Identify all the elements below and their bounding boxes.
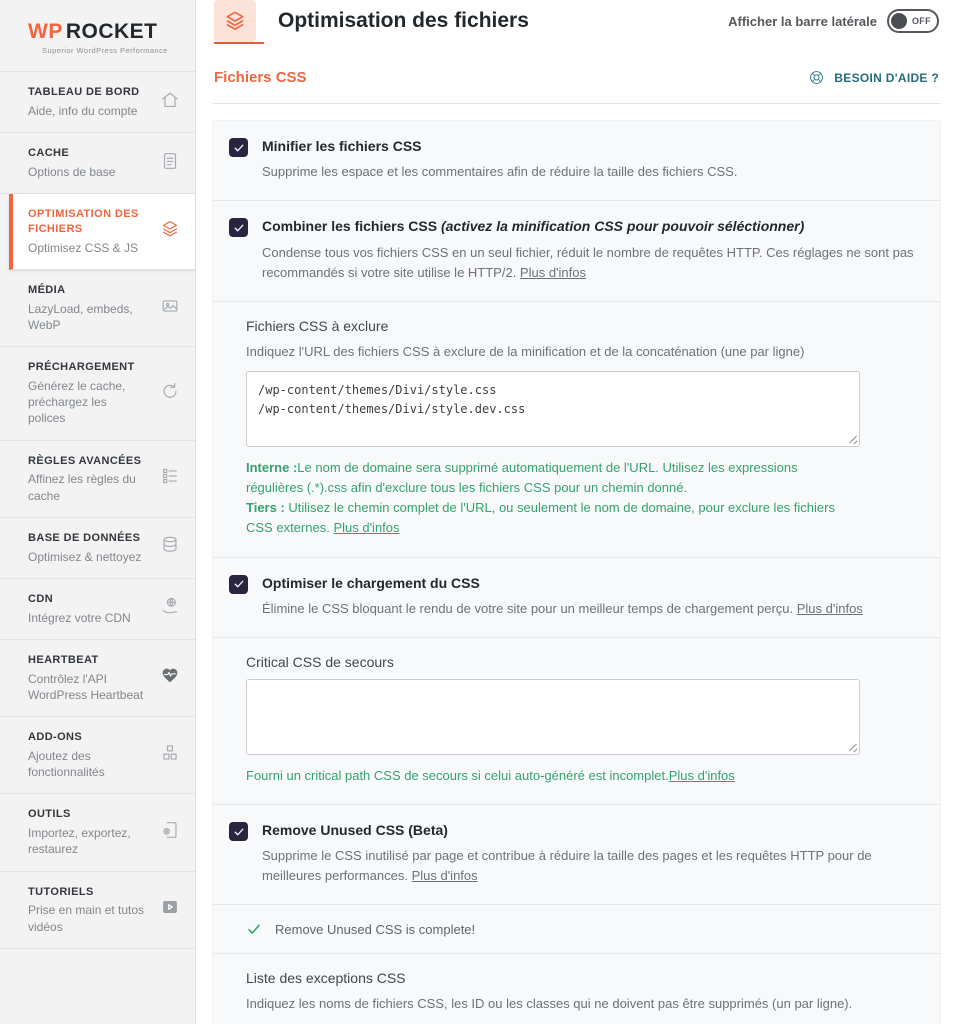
sidebar-item-tutorials[interactable] <box>0 872 195 949</box>
tools-icon <box>159 819 181 846</box>
option-combine-css-section <box>213 200 940 300</box>
sidebar-item-title: HEARTBEAT <box>28 653 99 666</box>
video-icon <box>159 896 181 923</box>
sidebar-item-title: BASE DE DONNÉES <box>28 531 141 544</box>
layers-icon <box>214 0 256 42</box>
sidebar-item-title: TUTORIELS <box>28 885 94 898</box>
option-description: Élimine le CSS bloquant le rendu de votre site pour un meilleur temps de chargement perçu. Plus d'infos <box>262 600 863 616</box>
home-icon <box>159 89 181 116</box>
sidebar-item-heartbeat[interactable] <box>0 640 195 717</box>
more-info-link[interactable]: Plus d'infos <box>519 264 586 280</box>
sidebar-item-subtitle: Optimisez & nettoyez <box>28 549 142 564</box>
sidebar-item-addons[interactable] <box>0 717 195 794</box>
option-label: Minifier les fichiers CSS <box>262 138 422 154</box>
lifebuoy-icon <box>807 68 826 87</box>
sidebar-item-media[interactable] <box>0 270 195 347</box>
media-icon <box>159 295 181 322</box>
sidebar-item-title: OPTIMISATION DES FICHIERS <box>28 208 139 235</box>
option-description: Supprime les espace et les commentaires afin de réduire la taille des fichiers CSS. <box>262 164 738 180</box>
exclude-css-textarea[interactable] <box>246 371 860 447</box>
sidebar-item-database[interactable] <box>0 518 195 579</box>
check-icon <box>233 222 245 234</box>
more-info-link[interactable]: Plus d'infos <box>333 520 400 536</box>
check-icon <box>233 578 245 590</box>
sidebar-item-title: CDN <box>28 592 54 605</box>
minify-css-checkbox[interactable] <box>229 138 248 157</box>
more-info-link[interactable]: Plus d'infos <box>796 600 863 616</box>
toggle-knob <box>891 13 907 29</box>
settings-content <box>196 42 957 1024</box>
option-label: Optimiser le chargement du CSS <box>262 574 480 591</box>
section-title: Fichiers CSS <box>214 69 307 86</box>
exclude-css-files-section <box>213 301 940 557</box>
exclude-css-helper-text: Interne :Le nom de domaine sera supprimé automatiquement de l'URL. Utilisez les expressions régulières (.*).css afin d'exclure tous les fichiers CSS pour un chemin donné. Tiers : Utilisez le chemin complet de l'URL, ou seulement le nom de domaine, pour exclure les fichiers CSS externes. Plus d'infos <box>246 459 835 536</box>
option-minify-css <box>213 121 940 200</box>
field-label: Fichiers CSS à exclure <box>246 317 389 334</box>
need-help-label: BESOIN D'AIDE ? <box>834 70 939 85</box>
check-icon <box>233 826 245 838</box>
success-check-icon <box>246 921 262 937</box>
sidebar-item-subtitle: Prise en main et tutos vidéos <box>28 903 145 934</box>
critical-css-textarea[interactable] <box>246 679 860 755</box>
field-label: Liste des exceptions CSS <box>246 970 406 987</box>
checklist-icon <box>159 465 181 492</box>
sidebar-item-cdn[interactable] <box>0 579 195 640</box>
sidebar <box>0 0 196 1024</box>
sidebar-item-subtitle: LazyLoad, embeds, WebP <box>28 301 133 332</box>
css-settings-card <box>212 120 941 1024</box>
optimize-css-delivery-checkbox[interactable] <box>229 575 248 594</box>
option-optimize-css-delivery <box>213 557 940 637</box>
sidebar-item-dashboard[interactable] <box>0 72 195 133</box>
field-hint: Indiquez l'URL des fichiers CSS à exclure de la minification et de la concaténation (une par ligne) <box>246 343 805 359</box>
sidebar-item-subtitle: Options de base <box>28 164 116 179</box>
sidebar-item-subtitle: Importez, exportez, restaurez <box>28 826 131 857</box>
sidebar-toggle-label: Afficher la barre latérale <box>728 13 877 29</box>
sidebar-item-title: CACHE <box>28 147 70 160</box>
heartbeat-icon <box>159 664 181 691</box>
layers-icon <box>159 218 181 245</box>
page-header <box>196 0 957 42</box>
sidebar-item-subtitle: Intégrez votre CDN <box>28 610 131 625</box>
sidebar-item-advanced-rules[interactable] <box>0 441 195 518</box>
critical-css-helper-text: Fourni un critical path CSS de secours si celui auto-généré est incomplet.Plus d'infos <box>246 767 735 783</box>
refresh-icon <box>159 380 181 407</box>
more-info-link[interactable]: Plus d'infos <box>668 767 735 783</box>
sidebar-item-file-optimization[interactable] <box>9 194 195 270</box>
sidebar-item-title: TABLEAU DE BORD <box>28 86 140 98</box>
need-help-link[interactable] <box>807 68 939 87</box>
css-exceptions-section <box>213 953 940 1024</box>
sidebar-item-subtitle: Générez le cache, préchargez les polices <box>28 379 126 426</box>
field-label: Critical CSS de secours <box>246 653 394 670</box>
check-icon <box>233 142 245 154</box>
critical-css-section <box>213 637 940 804</box>
option-description: Condense tous vos fichiers CSS en un seul fichier, réduit le nombre de requêtes HTTP. Ces réglages ne sont pas recommandés si votre site utilise le HTTP/2. Plus d'infos <box>262 244 914 280</box>
sidebar-item-subtitle: Aide, info du compte <box>28 103 138 118</box>
sidebar-item-subtitle: Optimisez CSS & JS <box>28 240 139 255</box>
option-description: Supprime le CSS inutilisé par page et contribue à réduire la taille des pages et les requêtes HTTP pour de meilleures performances. Plus d'infos <box>262 848 872 884</box>
option-label: Combiner les fichiers CSS (activez la minification CSS pour pouvoir séléctionner) <box>262 218 805 235</box>
remove-unused-css-checkbox[interactable] <box>229 822 248 841</box>
logo-tagline: Superior WordPress Performance <box>42 46 168 55</box>
sidebar-item-cache[interactable] <box>0 133 195 194</box>
main-panel <box>196 0 957 1024</box>
combine-css-checkbox[interactable] <box>229 218 248 237</box>
document-icon <box>159 150 181 177</box>
sidebar-item-subtitle: Ajoutez des fonctionnalités <box>28 748 105 780</box>
sidebar-item-title: PRÉCHARGEMENT <box>28 361 135 374</box>
sidebar-item-tools[interactable] <box>0 794 195 871</box>
sidebar-item-title: MÉDIA <box>28 283 66 296</box>
logo-rocket-text: ROCKET <box>65 20 158 43</box>
sidebar-item-title: RÈGLES AVANCÉES <box>28 454 142 467</box>
cubes-icon <box>159 742 181 769</box>
toggle-state-label: OFF <box>912 16 931 26</box>
status-message: Remove Unused CSS is complete! <box>275 921 476 937</box>
remove-unused-css-status <box>213 904 940 953</box>
field-hint: Indiquez les noms de fichiers CSS, les ID ou les classes qui ne doivent pas être supprimés (un par ligne). <box>246 996 853 1012</box>
database-icon <box>159 534 181 561</box>
globe-hand-icon <box>159 595 181 622</box>
sidebar-item-title: ADD-ONS <box>28 731 83 744</box>
sidebar-item-subtitle: Contrôlez l'API WordPress Heartbeat <box>28 671 144 702</box>
option-label-note: (activez la minification CSS pour pouvoir séléctionner) <box>440 218 805 235</box>
more-info-link[interactable]: Plus d'infos <box>411 868 478 884</box>
wp-rocket-logo <box>0 0 195 72</box>
sidebar-toggle[interactable] <box>887 9 939 33</box>
sidebar-item-subtitle: Affinez les règles du cache <box>28 472 136 503</box>
logo-wp-text: WP <box>28 20 63 43</box>
sidebar-item-title: OUTILS <box>28 808 71 821</box>
sidebar-item-preload[interactable] <box>0 347 195 440</box>
page-title: Optimisation des fichiers <box>278 9 529 32</box>
option-remove-unused-css <box>213 804 940 904</box>
option-label: Remove Unused CSS (Beta) <box>262 822 448 839</box>
active-tab-indicator <box>214 42 264 44</box>
